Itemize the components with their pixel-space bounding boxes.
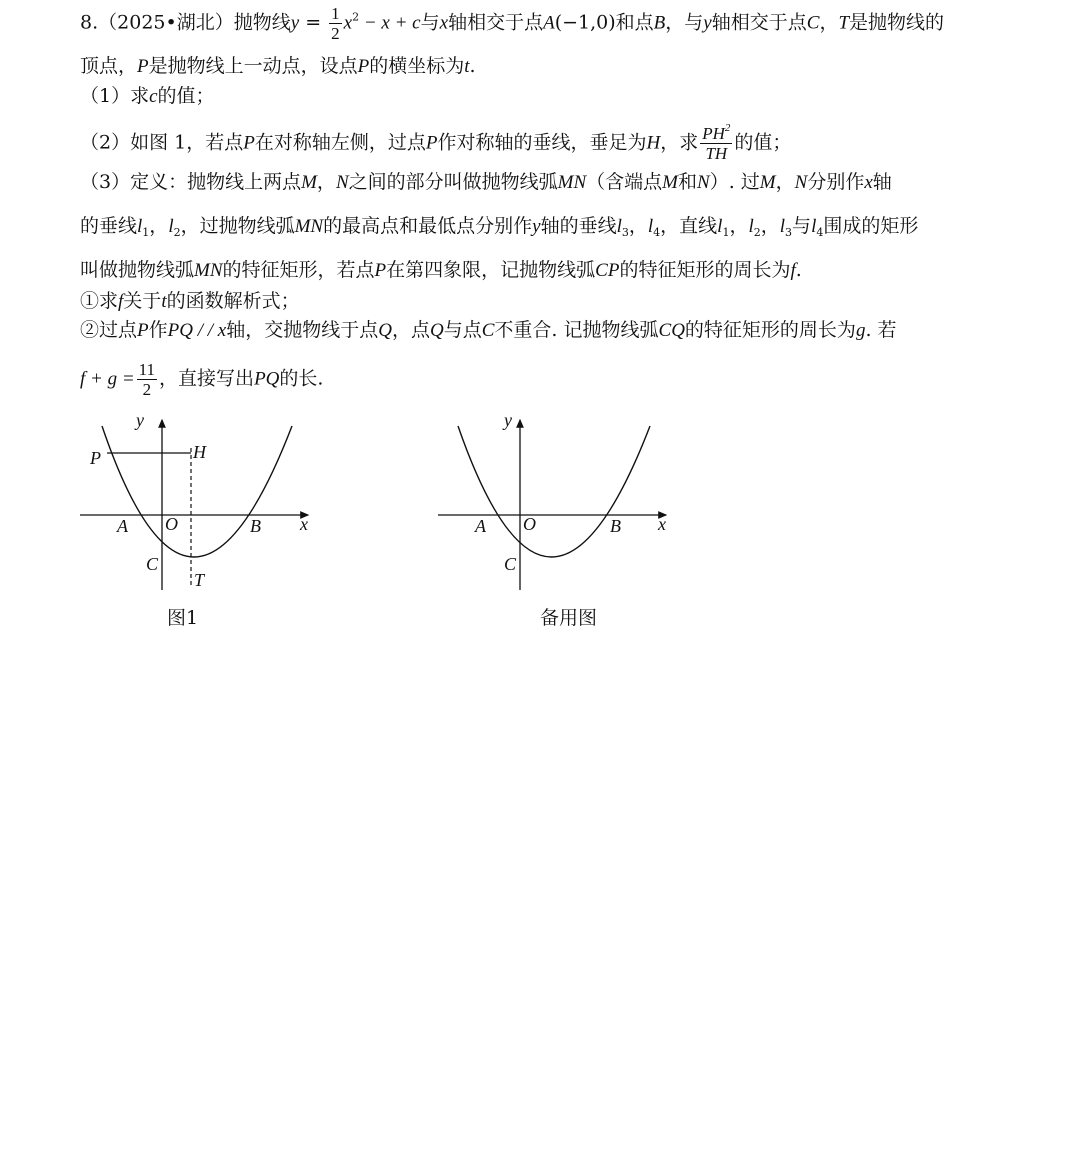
question-3-text: 轴的垂线 bbox=[540, 215, 617, 237]
question-3-text: ， bbox=[316, 171, 336, 193]
fraction-numerator: 1 bbox=[331, 4, 340, 23]
part-2-text: 不重合. 记抛物线弧 bbox=[494, 319, 659, 341]
var-c: c bbox=[149, 86, 158, 107]
equation-fraction bbox=[329, 4, 342, 43]
subscript: 4 bbox=[816, 226, 824, 239]
part-2-text: 作 bbox=[148, 319, 168, 341]
question-3-text: 轴 bbox=[872, 171, 892, 193]
stem-text: ， bbox=[819, 11, 839, 34]
subscript: 3 bbox=[621, 226, 629, 239]
question-3-text: ，过抛物线弧 bbox=[180, 215, 295, 237]
question-3-text: 的特征矩形的周长为 bbox=[619, 259, 791, 281]
point-n: N bbox=[335, 172, 349, 193]
question-3-text: 和 bbox=[677, 171, 697, 193]
point-n: N bbox=[697, 172, 710, 193]
point-t: T bbox=[838, 12, 850, 34]
problem-stem-line-1 bbox=[80, 4, 1000, 43]
stem-text: 的横坐标为 bbox=[369, 55, 465, 77]
part-1-text: 的函数解析式； bbox=[166, 290, 300, 312]
var-x: x bbox=[439, 12, 449, 34]
question-3-line-2 bbox=[80, 212, 1000, 241]
question-3-part-2-line-2 bbox=[80, 360, 1000, 399]
equation-x: x bbox=[343, 12, 353, 34]
figure-backup bbox=[434, 408, 694, 598]
stem-text: 和点 bbox=[615, 11, 654, 34]
var-f: f bbox=[118, 291, 124, 312]
subscript: 3 bbox=[785, 226, 793, 239]
point-p: P bbox=[425, 132, 438, 154]
stem-text: . bbox=[469, 55, 476, 77]
question-3-text: 叫做抛物线弧 bbox=[80, 259, 195, 281]
question-2-text: 作对称轴的垂线，垂足为 bbox=[437, 131, 647, 154]
label-point-b: B bbox=[250, 516, 261, 536]
equation-y: y bbox=[290, 12, 300, 34]
subscript: 2 bbox=[173, 226, 181, 239]
fraction-numerator bbox=[700, 124, 732, 143]
problem-number: 8. bbox=[80, 11, 99, 34]
point-b: B bbox=[653, 12, 666, 34]
point-p: P bbox=[374, 260, 387, 281]
stem-text: 是抛物线的 bbox=[849, 11, 945, 34]
question-3-part-2-line-1 bbox=[80, 316, 1000, 345]
label-y: y bbox=[504, 410, 512, 430]
question-3-text: ， bbox=[760, 215, 780, 237]
label-x: x bbox=[300, 514, 308, 534]
question-3-text: ， bbox=[729, 215, 749, 237]
part-2-text: . 若 bbox=[865, 319, 897, 341]
question-2-text: （2）如图 1，若点 bbox=[80, 131, 244, 154]
question-3-text: 分别作 bbox=[807, 171, 865, 193]
question-3-text: ， bbox=[149, 215, 169, 237]
question-3-line-3 bbox=[80, 256, 1000, 285]
line-l1: l bbox=[717, 216, 723, 237]
label-point-b: B bbox=[610, 516, 621, 536]
part-2-text: 与点 bbox=[443, 319, 482, 341]
question-3-text: ）. 过 bbox=[709, 171, 760, 193]
line-l4: l bbox=[811, 216, 817, 237]
subscript: 4 bbox=[653, 226, 661, 239]
line-l2: l bbox=[748, 216, 754, 237]
label-point-c: C bbox=[504, 554, 517, 574]
point-a-coord: (−1,0) bbox=[554, 11, 616, 34]
question-3-text: 的最高点和最低点分别作 bbox=[323, 215, 533, 237]
point-c: C bbox=[806, 12, 820, 34]
parallel-expression: PQ / / x bbox=[167, 320, 227, 341]
part-2-text: 的长. bbox=[279, 367, 324, 390]
subscript: 2 bbox=[753, 226, 761, 239]
question-3-text: 的特征矩形，若点 bbox=[222, 259, 375, 281]
question-1 bbox=[80, 82, 1000, 111]
point-q: Q bbox=[378, 320, 392, 341]
fraction-denominator: 2 bbox=[137, 379, 157, 399]
var-y: y bbox=[532, 216, 541, 237]
point-p: P bbox=[137, 320, 149, 341]
question-2-text: 的值； bbox=[734, 131, 792, 154]
point-n: N bbox=[794, 172, 808, 193]
point-m: M bbox=[301, 172, 317, 193]
sum-fraction bbox=[137, 360, 157, 399]
stem-text: 顶点， bbox=[80, 55, 138, 77]
part-1-text: ①求 bbox=[80, 290, 119, 312]
point-p: P bbox=[357, 56, 370, 77]
question-3-text: （含端点 bbox=[586, 171, 663, 193]
label-y: y bbox=[136, 410, 144, 430]
label-point-a: A bbox=[117, 516, 128, 536]
equation-equals: = bbox=[299, 11, 328, 34]
stem-text: 轴相交于点 bbox=[448, 11, 544, 34]
line-l4: l bbox=[647, 216, 654, 237]
problem-stem-line-2 bbox=[80, 52, 1000, 81]
question-1-text: 的值； bbox=[157, 85, 215, 107]
fraction-numerator: 11 bbox=[138, 360, 156, 379]
fraction-numerator-text: PH bbox=[702, 124, 725, 143]
parabola-curve bbox=[458, 426, 650, 557]
var-y: y bbox=[703, 12, 712, 34]
figure-backup-caption: 备用图 bbox=[540, 607, 598, 629]
stem-text: 是抛物线上一动点，设点 bbox=[148, 55, 358, 77]
ratio-fraction bbox=[700, 124, 732, 163]
point-c: C bbox=[481, 320, 495, 341]
arc-mn: MN bbox=[294, 216, 324, 237]
point-q: Q bbox=[429, 320, 444, 341]
stem-text: 轴相交于点 bbox=[711, 11, 807, 34]
segment-pq: PQ bbox=[254, 368, 280, 390]
stem-text: 抛物线 bbox=[233, 11, 291, 34]
stem-text: ，与 bbox=[665, 11, 704, 34]
sum-expression: f + g = bbox=[80, 368, 135, 390]
point-m: M bbox=[662, 172, 678, 193]
question-1-label: （1）求 bbox=[80, 85, 150, 107]
equation-rest: − x + c bbox=[359, 12, 421, 34]
var-g: g bbox=[855, 320, 866, 341]
question-3-text: ， bbox=[775, 171, 795, 193]
subscript: 1 bbox=[142, 226, 150, 239]
label-point-o: O bbox=[165, 514, 178, 534]
equation-exponent: 2 bbox=[352, 10, 360, 24]
arc-mn: MN bbox=[557, 172, 587, 193]
label-point-p: P bbox=[90, 448, 101, 468]
subscript: 1 bbox=[722, 226, 730, 239]
question-2 bbox=[80, 124, 1000, 163]
label-point-t: T bbox=[194, 570, 205, 590]
question-3-text: ， bbox=[628, 215, 648, 237]
question-3-text: ，直线 bbox=[660, 215, 718, 237]
point-m: M bbox=[759, 172, 776, 193]
question-3-text: . bbox=[795, 259, 802, 281]
label-x: x bbox=[658, 514, 666, 534]
question-3-text: （3）定义：抛物线上两点 bbox=[80, 171, 302, 193]
question-3-text: 围成的矩形 bbox=[823, 215, 919, 237]
problem-source: （2025•湖北） bbox=[98, 11, 234, 34]
part-2-text: ，点 bbox=[391, 319, 430, 341]
stem-text: 与 bbox=[420, 11, 440, 34]
point-p: P bbox=[243, 132, 255, 154]
part-1-text: 关于 bbox=[123, 290, 162, 312]
arc-cq: CQ bbox=[658, 320, 685, 341]
figure-1-caption: 图1 bbox=[167, 607, 199, 629]
label-point-c: C bbox=[146, 554, 159, 574]
question-3-text: 的垂线 bbox=[80, 215, 138, 237]
question-3-line-1 bbox=[80, 168, 1000, 197]
question-2-text: 在对称轴左侧，过点 bbox=[254, 131, 426, 154]
var-x: x bbox=[864, 172, 873, 193]
var-t: t bbox=[161, 291, 167, 312]
point-a: A bbox=[543, 12, 555, 34]
question-2-text: ，求 bbox=[660, 131, 699, 154]
part-2-text: 轴，交抛物线于点 bbox=[226, 319, 379, 341]
fraction-denominator: 2 bbox=[331, 24, 340, 43]
question-3-text: 在第四象限，记抛物线弧 bbox=[386, 259, 596, 281]
var-f: f bbox=[790, 260, 796, 281]
label-point-o: O bbox=[523, 514, 536, 534]
point-h: H bbox=[646, 132, 661, 154]
arc-mn: MN bbox=[194, 260, 223, 281]
part-2-text: ，直接写出 bbox=[159, 367, 255, 390]
question-3-text: 与 bbox=[792, 215, 812, 237]
label-point-a: A bbox=[475, 516, 486, 536]
line-l2: l bbox=[168, 216, 174, 237]
question-3-part-1 bbox=[80, 287, 1000, 316]
part-2-text: ②过点 bbox=[80, 319, 138, 341]
arc-cp: CP bbox=[595, 260, 620, 281]
line-l3: l bbox=[779, 216, 786, 237]
label-point-h: H bbox=[193, 442, 206, 462]
figure-1 bbox=[76, 408, 336, 598]
line-l3: l bbox=[616, 216, 622, 237]
line-l1: l bbox=[137, 216, 143, 237]
point-p: P bbox=[137, 56, 149, 77]
fraction-exponent: 2 bbox=[724, 122, 731, 134]
question-3-text: 之间的部分叫做抛物线弧 bbox=[348, 171, 558, 193]
var-t: t bbox=[464, 56, 470, 77]
fraction-denominator: TH bbox=[700, 143, 732, 163]
part-2-text: 的特征矩形的周长为 bbox=[684, 319, 856, 341]
